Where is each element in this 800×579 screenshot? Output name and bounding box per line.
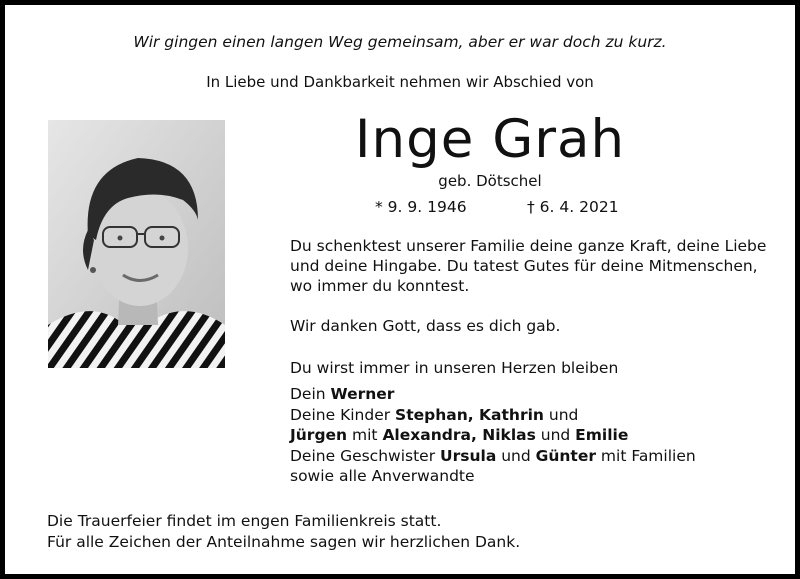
intro-text: In Liebe und Dankbarkeit nehmen wir Abschied von [206,73,594,91]
mourner-name: Jürgen [290,426,348,444]
footer-line: Die Trauerfeier findet im engen Familienkreis statt. [47,512,442,530]
mourner-line [290,425,696,446]
tribute-paragraph: Du schenktest unserer Familie deine ganze Kraft, deine Liebe und deine Hingabe. Du tatest Gutes für deine Mitmenschen, wo immer du konntest. [290,237,767,295]
mourner-name: Werner [330,385,395,403]
mourner-names: Stephan, Kathrin [395,405,544,424]
mourner-line [290,405,696,426]
mourner-line [290,384,696,405]
mourner-connector: und [535,426,576,444]
thanks-line: Wir danken Gott, dass es dich gab. [290,317,561,335]
birth-date: * 9. 9. 1946 [375,198,467,216]
mourner-names: Alexandra, Niklas [382,426,536,444]
maiden-name: geb. Dötschel [438,172,542,190]
mourner-prefix: Deine Geschwister [290,446,441,465]
footer-line: Für alle Zeichen der Anteilnahme sagen wir herzlichen Dank. [47,532,521,551]
mourner-connector: und [496,446,536,465]
mourner-line [290,446,696,467]
mourner-name: Emilie [575,426,629,444]
death-date: † 6. 4. 2021 [527,198,619,216]
portrait-illustration [48,120,225,368]
remembrance-line: Du wirst immer in unseren Herzen bleiben [290,359,619,377]
deceased-name: Inge Grah [354,109,626,170]
mourner-prefix: Deine Kinder [290,405,396,424]
mourner-prefix: Dein [290,385,331,403]
mourner-suffix: mit Familien [595,446,696,465]
mourner-name: Günter [535,446,596,465]
mourner-connector: mit [347,426,383,444]
mourner-line: sowie alle Anverwandte [290,467,475,485]
footer-notice [47,511,520,552]
mourner-name: Ursula [440,446,497,465]
mourners-list [290,384,696,487]
mourner-suffix: und [543,405,579,424]
portrait-photo [48,120,225,368]
motto-text: Wir gingen einen langen Weg gemeinsam, aber er war doch zu kurz. [133,33,667,51]
